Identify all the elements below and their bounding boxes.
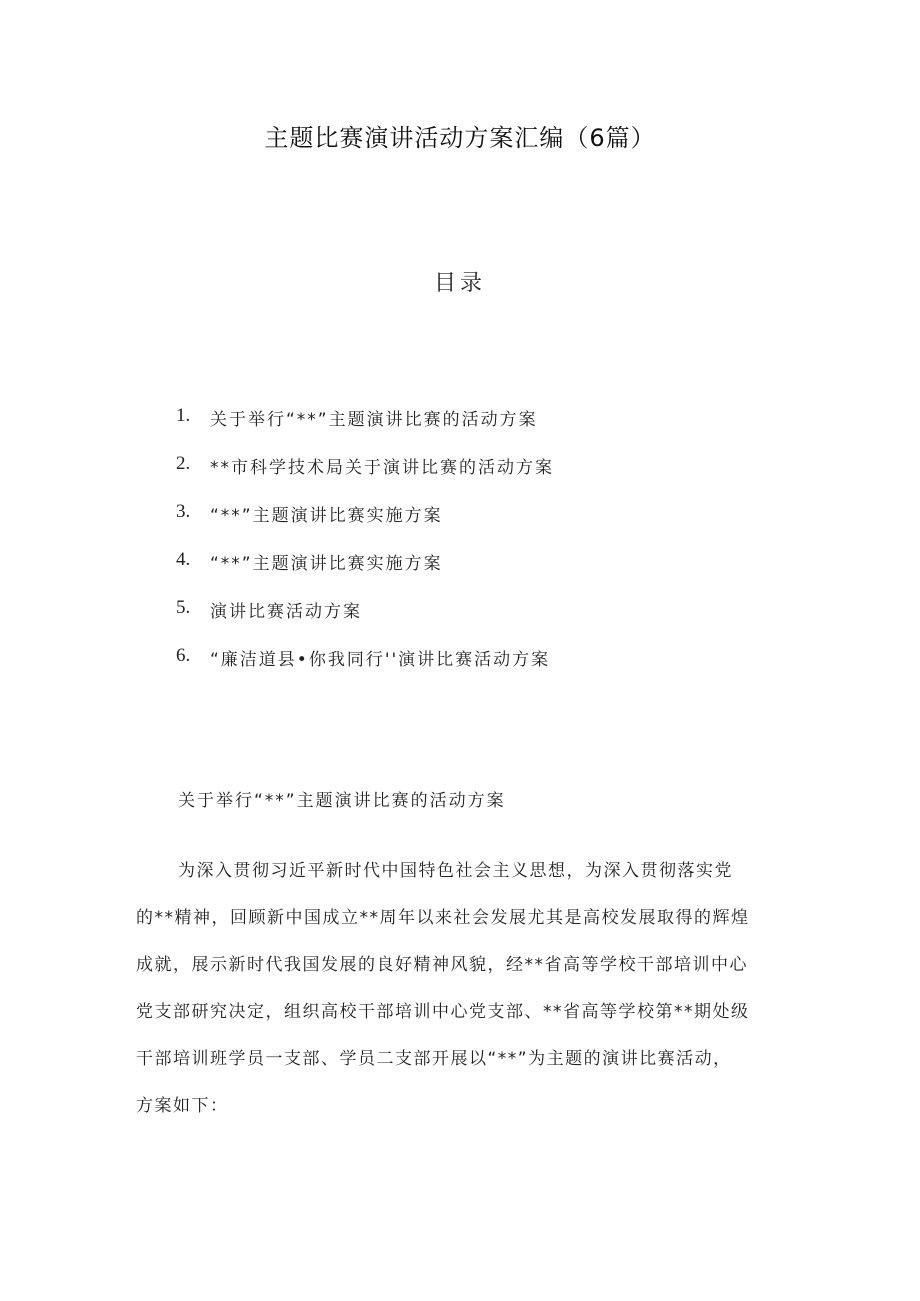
toc-item[interactable] [176, 453, 554, 501]
toc-item[interactable] [176, 645, 554, 693]
paragraph-line: 方案如下： [136, 1096, 229, 1116]
toc-item-title: “**”主题演讲比赛实施方案 [210, 506, 443, 526]
paragraph-line: 的**精神，回顾新中国成立**周年以来社会发展尤其是高校发展取得的辉煌 [136, 908, 750, 928]
toc-item-number: 4. [176, 549, 191, 570]
toc-item-title: 关于举行“**”主题演讲比赛的活动方案 [210, 410, 538, 430]
body-paragraph [136, 848, 800, 1130]
toc-item-number: 5. [176, 597, 191, 618]
table-of-contents [176, 405, 554, 693]
paragraph-line: 干部培训班学员一支部、学员二支部开展以“**”为主题的演讲比赛活动， [136, 1049, 732, 1069]
paragraph-line: 为深入贯彻习近平新时代中国特色社会主义思想，为深入贯彻落实党 [178, 861, 733, 881]
toc-item-number: 3. [176, 501, 191, 522]
document-title: 主题比赛演讲活动方案汇编（6篇） [264, 124, 656, 152]
toc-item-number: 2. [176, 453, 191, 474]
section-heading: 关于举行“**”主题演讲比赛的活动方案 [178, 791, 506, 811]
toc-heading: 目录 [433, 271, 486, 296]
toc-item-title: “廉洁道县•你我同行''演讲比赛活动方案 [210, 650, 551, 670]
toc-item-number: 6. [176, 645, 191, 666]
paragraph-line: 党支部研究决定，组织高校干部培训中心党支部、**省高等学校第**期处级 [136, 1002, 750, 1022]
toc-item[interactable] [176, 597, 554, 645]
toc-item-title: 演讲比赛活动方案 [210, 602, 362, 622]
toc-item[interactable] [176, 405, 554, 453]
toc-item-title: **市科学技术局关于演讲比赛的活动方案 [210, 458, 554, 478]
paragraph-line: 成就，展示新时代我国发展的良好精神风貌，经**省高等学校干部培训中心 [136, 955, 748, 975]
toc-item[interactable] [176, 501, 554, 549]
toc-item[interactable] [176, 549, 554, 597]
toc-item-number: 1. [176, 405, 191, 426]
toc-item-title: “**”主题演讲比赛实施方案 [210, 554, 443, 574]
